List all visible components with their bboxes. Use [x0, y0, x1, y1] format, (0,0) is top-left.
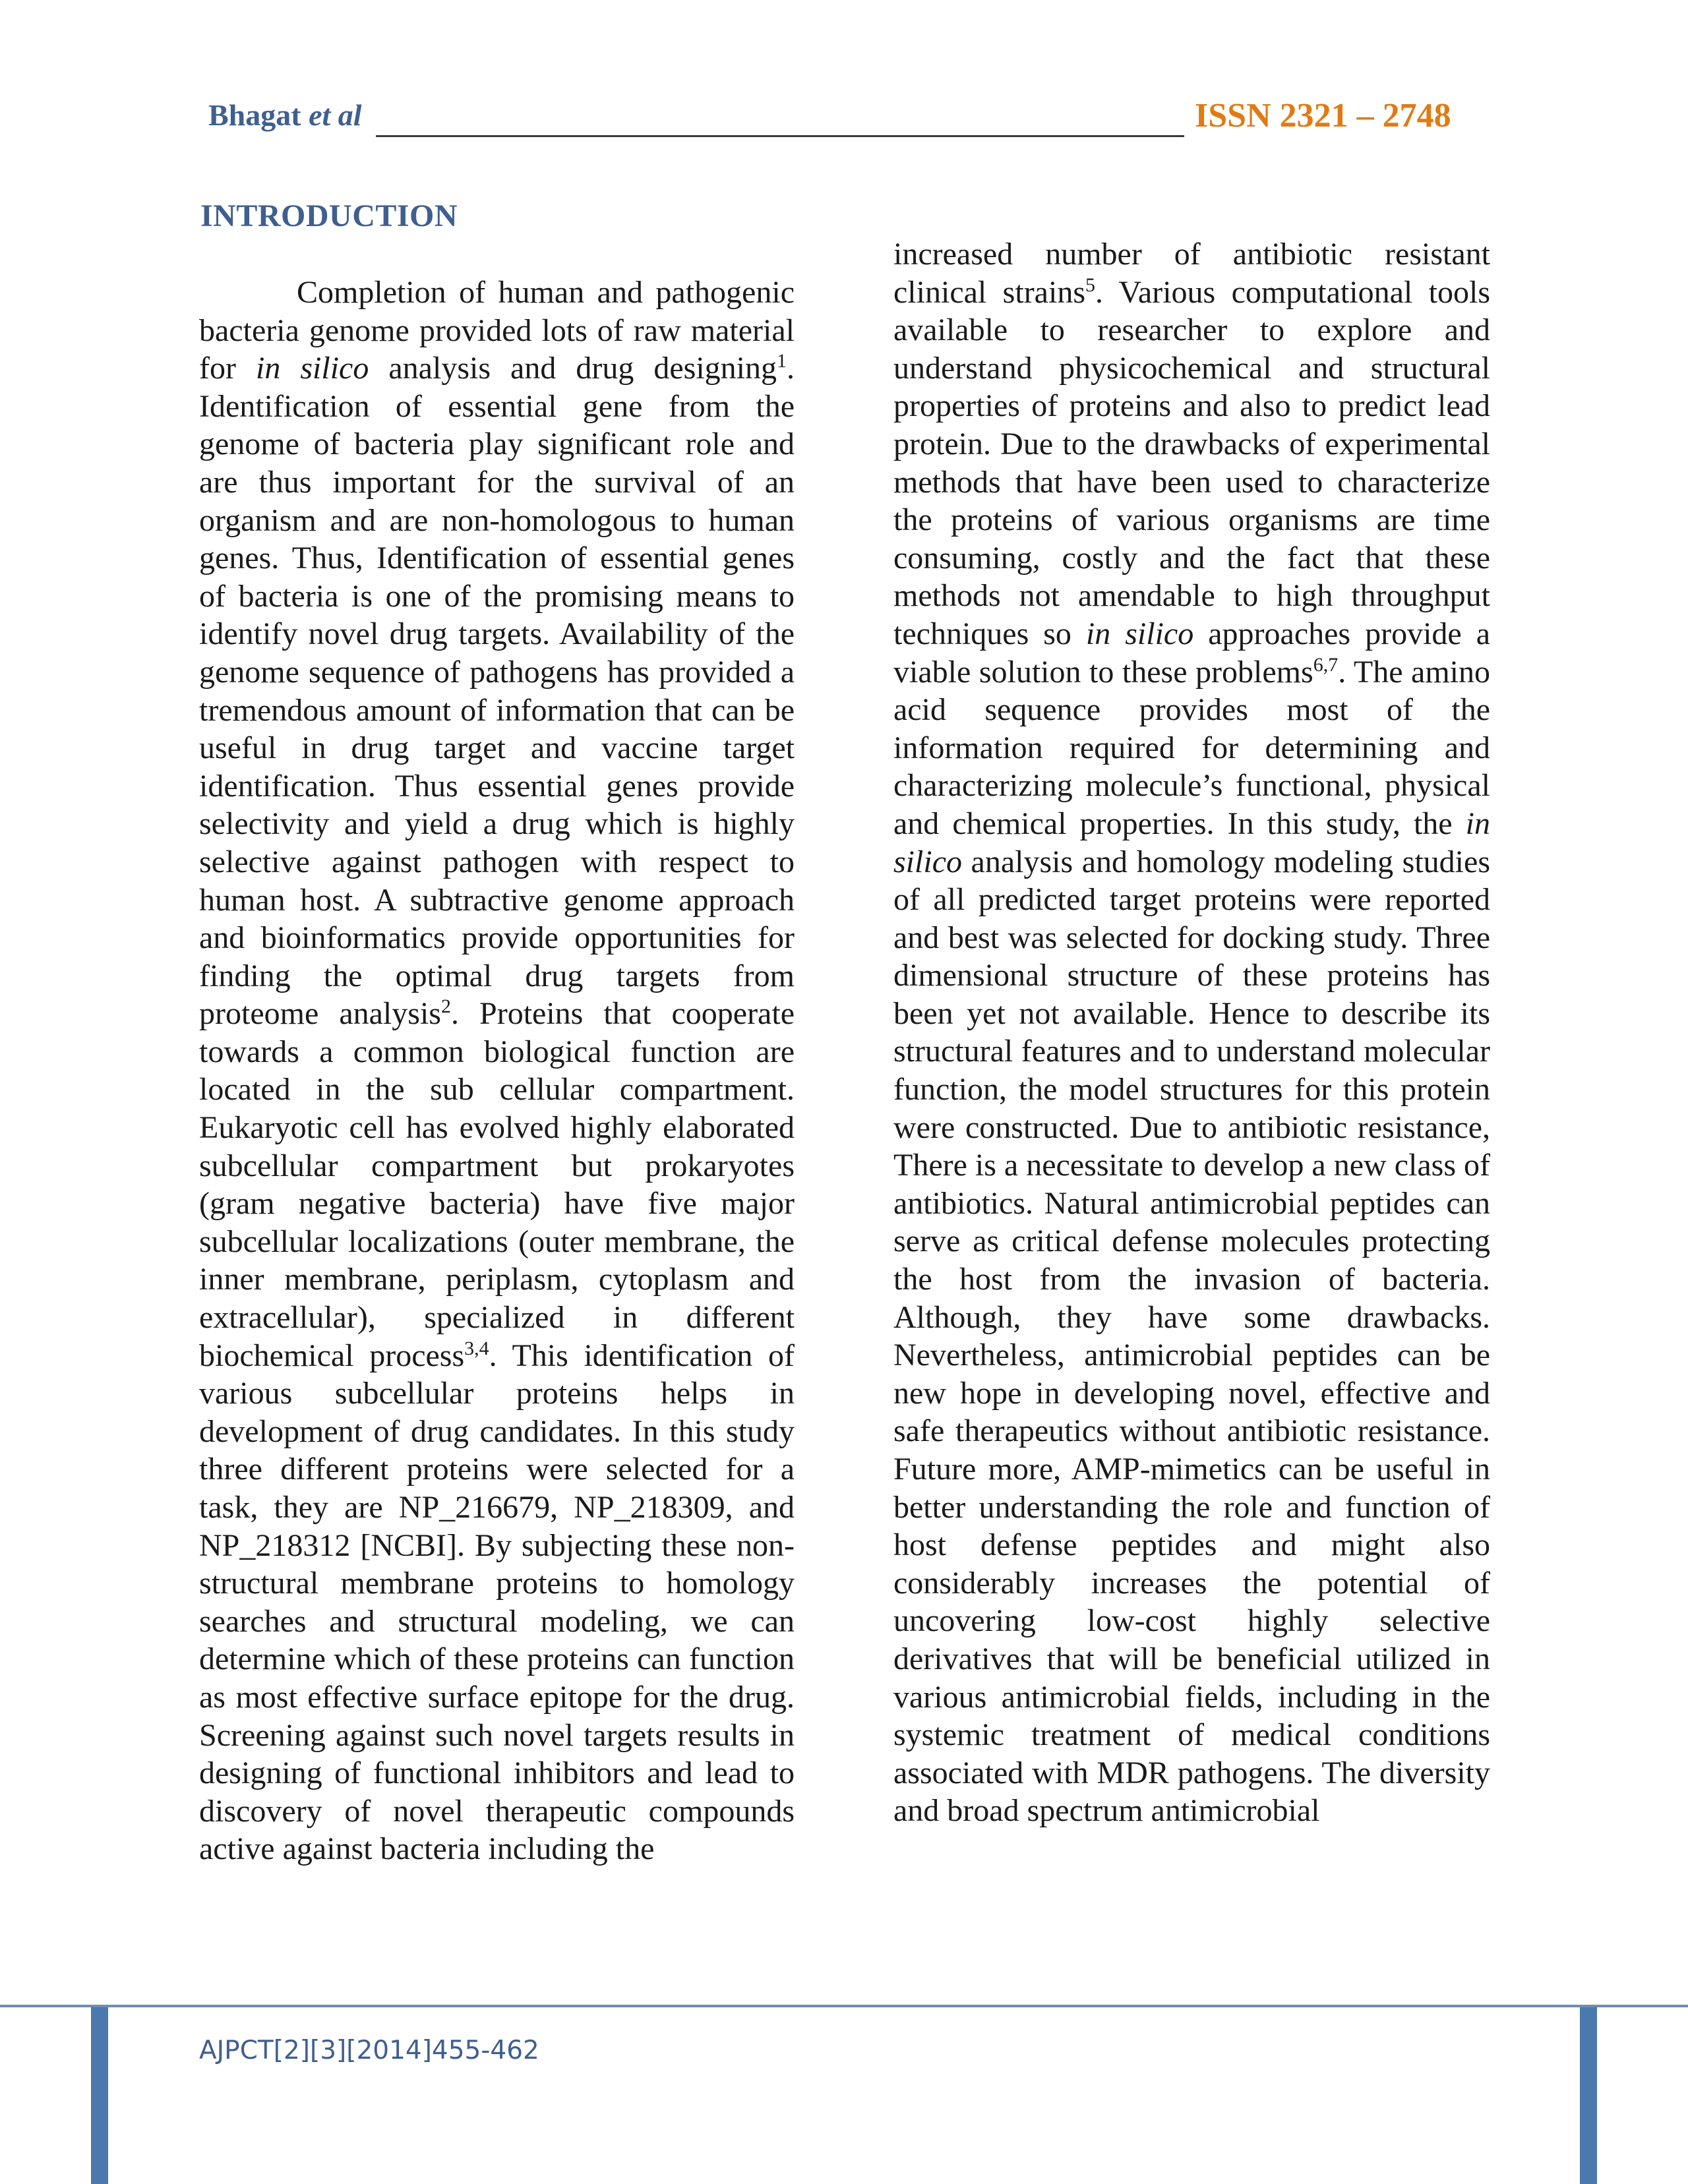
author-etal: et al	[309, 98, 362, 132]
citation-ref: 3,4	[464, 1337, 489, 1359]
text-run: analysis and homology modeling studies of all predicted target proteins were reported and best was selected for docking study. Three dimensional structure of these proteins has been yet not available. Hence to describe its structural features and to understand molecular function, the model structures for this protein were constructed. Due to antibiotic resistance, There is a necessitate to develop a new class of antibiotics. Natural antimicrobial peptides can serve as critical defense molecules protecting the host from the invasion of bacteria. Although, they have some drawbacks. Nevertheless, antimicrobial peptides can be new hope in developing novel, effective and safe therapeutics without antibiotic resistance. Future more, AMP-mimetics can be useful in better understanding the role and function of host defense peptides and might also considerably increases the potential of uncovering low-cost highly selective derivatives that will be beneficial utilized in various antimicrobial fields, including in the systemic treatment of medical conditions associated with MDR pathogens. The diversity and broad spectrum antimicrobial	[893, 844, 1490, 1829]
running-head-author	[208, 98, 362, 133]
journal-citation: AJPCT[2][3][2014]455-462	[199, 2036, 539, 2065]
footer-bar-right	[1580, 2007, 1597, 2184]
footer-bar-left	[91, 2007, 108, 2184]
left-column	[199, 274, 795, 1868]
issn-label: ISSN 2321 – 2748	[1195, 97, 1451, 134]
citation-ref: 1	[777, 350, 787, 372]
section-heading: INTRODUCTION	[200, 198, 458, 233]
intro-paragraph-left	[199, 274, 795, 1868]
text-run: . This identification of various subcellular proteins helps in development of drug candidates. In this study three different proteins were selected for a task, they are NP_216679, NP_218309, and NP_218312 [NCBI]. By subjecting these non-structural membrane proteins to homology searches and structural modeling, we can determine which of these proteins can function as most effective surface epitope for the drug. Screening against such novel targets results in designing of functional inhibitors and lead to discovery of novel therapeutic compounds active against bacteria including the	[199, 1338, 795, 1867]
intro-paragraph-right	[893, 235, 1490, 1830]
text-run: Completion of human and pathogenic bacteria genome provided lots of raw material for	[199, 275, 795, 386]
text-run: analysis and drug designing	[369, 351, 777, 386]
text-run: approaches provide a viable solution to these problems	[893, 616, 1490, 690]
footer-rule	[0, 2005, 1688, 2007]
author-name: Bhagat	[208, 98, 301, 132]
text-run: . Identification of essential gene from the genome of bacteria play significant role and are thus important for the survival of an organism and are non-homologous to human genes. Thus, Identification of essential genes of bacteria is one of the promising means to identify novel drug targets. Availability of the genome sequence of pathogens has provided a tremendous amount of information that can be useful in drug target and vaccine target identification. Thus essential genes provide selectivity and yield a drug which is highly selective against pathogen with respect to human host. A subtractive genome approach and bioinformatics provide opportunities for finding the optimal drug targets from proteome analysis	[199, 351, 795, 1032]
italic-term: in silico	[1085, 616, 1194, 651]
italic-term: in silico	[256, 351, 369, 386]
citation-ref: 2	[440, 995, 451, 1018]
citation-ref: 5	[1085, 274, 1095, 296]
text-run: . Various computational tools available to researcher to explore and understand physicochemical and structural properties of proteins and also to predict lead protein. Due to the drawbacks of experimental methods that have been used to characterize the proteins of various organisms are time consuming, costly and the fact that these methods not amendable to high throughput techniques so	[893, 274, 1490, 651]
citation-ref: 6,7	[1313, 653, 1339, 676]
text-run: . The amino acid sequence provides most of the information required for determining and characterizing molecule’s functional, physical and chemical properties. In this study, the	[893, 654, 1490, 841]
right-column	[893, 235, 1490, 1830]
text-run: . Proteins that cooperate towards a common biological function are located in the sub cellular compartment. Eukaryotic cell has evolved highly elaborated subcellular compartment but prokaryotes (gram negative bacteria) have five major subcellular localizations (outer membrane, the inner membrane, periplasm, cytoplasm and extracellular), specialized in different biochemical process	[199, 996, 795, 1373]
header-rule	[376, 135, 1184, 137]
italic-term: in silico	[893, 806, 1490, 879]
text-run: increased number of antibiotic resistant clinical strains	[893, 237, 1490, 310]
